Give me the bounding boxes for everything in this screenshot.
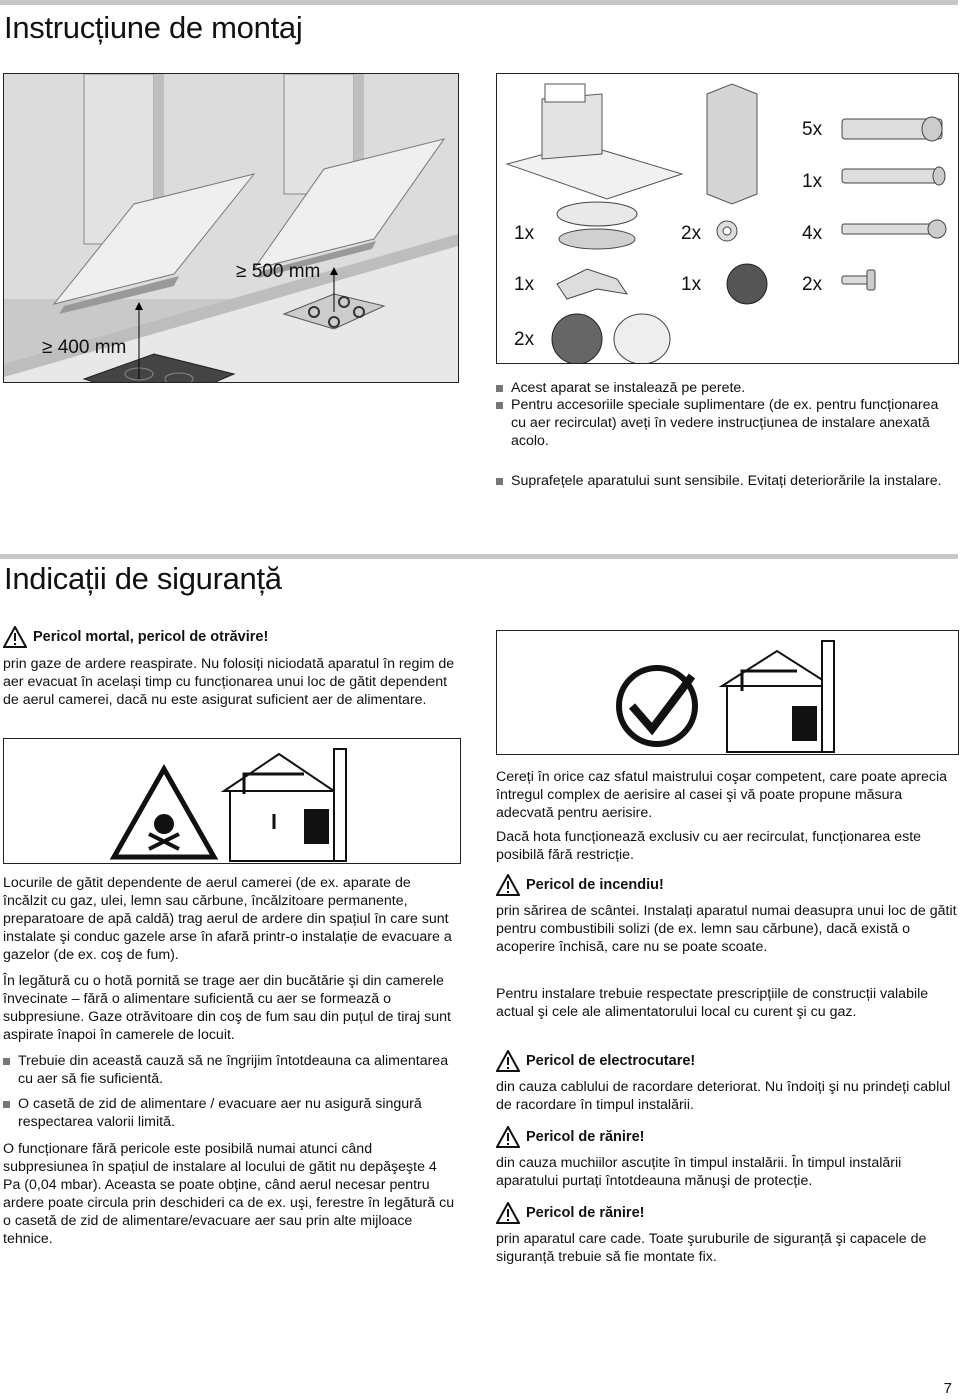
install-note-1: Acest aparat se instalează pe perete. (496, 379, 951, 397)
distance-500-label: ≥ 500 mm (236, 261, 321, 282)
qty-anchor: 5x (802, 119, 823, 140)
kitchen-drawing (4, 74, 458, 382)
parts-figure (496, 73, 959, 364)
warning-triangle-icon (496, 1202, 520, 1224)
safety-title: Indicații de siguranță (4, 561, 282, 596)
right-paragraph-1: Cereți în orice caz sfatul maistrului coşar competent, care poate aprecia întregul complex de aerisire al casei şi vă poate propune măsura adecvată pentru aerisire. (496, 769, 948, 821)
left-bullet-2: O casetă de zid de alimentare / evacuare aer nu asigură singură respectarea valorii limită. (3, 1095, 458, 1131)
danger-figure (3, 738, 461, 864)
left-paragraph-2: În legătură cu o hotă pornită se trage aer din bucătărie şi din camerele învecinate – fără o alimentare suficientă cu aer se formează o subpresiune. Gaze otrăvitoare din coş de fum sau din puțul de tiraj sunt aspirate înapoi în camerele de locuit. (3, 973, 451, 1043)
warning-injury-edges-title: Pericol de rănire! (526, 1129, 645, 1145)
qty-ring: 1x (514, 223, 535, 244)
warning-injury-edges (496, 1128, 644, 1146)
qty-knob: 1x (681, 274, 702, 295)
warning-triangle-icon (496, 1050, 520, 1072)
danger-drawing (4, 739, 460, 863)
warning-fire (496, 876, 664, 894)
distance-400-label: ≥ 400 mm (42, 337, 127, 358)
ok-figure (496, 630, 959, 755)
qty-bracket: 1x (514, 274, 535, 295)
top-rule (0, 0, 958, 5)
warning-injury-falling (496, 1204, 644, 1222)
warning-triangle-icon (496, 1126, 520, 1148)
ok-drawing (497, 631, 958, 754)
warning-triangle-icon (496, 874, 520, 896)
page-number: 7 (943, 1380, 952, 1397)
left-paragraph-3: O funcționare fără pericole este posibilă numai atunci când subpresiunea în spațiul de instalare al locului de gătit nu depăşeşte 4 Pa (0,04 mbar). Aceasta se poate obține, când aerul necesar pentru ardere poate circula prin deschideri ca de ex. uşi, ferestre în legătură cu o casetă de zid de alimentare/evacuare aer sau prin alte mijloace tehnice. (3, 1141, 455, 1247)
install-note-3: Suprafețele aparatului sunt sensibile. Evitați deteriorările la instalare. (496, 472, 951, 490)
qty-plug: 2x (514, 329, 535, 350)
right-paragraph-2: Dacă hota funcționează exclusiv cu aer recirculat, funcționarea este posibilă fără restricție. (496, 829, 922, 863)
right-paragraph-3: Pentru instalare trebuie respectate prescripțiile de construcții valabile actual şi cele ale alimentatorului local cu curent şi cu gaz. (496, 986, 929, 1020)
qty-washer: 2x (681, 223, 702, 244)
warning-poisoning-title: Pericol mortal, pericol de otrăvire! (33, 629, 269, 645)
warning-poisoning (3, 628, 268, 646)
warning-electrocution-text: din cauza cablului de racordare deteriorat. Nu îndoiți şi nu prindeți cablul de racordare în timpul instalării. (496, 1079, 951, 1113)
left-paragraph-1: Locurile de gătit dependente de aerul camerei (de ex. aparate de încălzit cu gaz, ulei, lemn sau cărbune, încălzitoare permanente, preparatoare de apă caldă) trag aerul de ardere din spațiul în care sunt instalate şi conduc gazele arse în afară printr-o instalație de evacuare a gazelor (de ex. coş de fum). (3, 875, 452, 963)
warning-poisoning-text: prin gaze de ardere reaspirate. Nu folosiți niciodată aparatul în regim de aer evacuat în același timp cu funcționarea unui loc de gătit dependent de aerul camerei, dacă nu este asigurat suficient aer de alimentare. (3, 656, 455, 708)
left-bullet-1: Trebuie din această cauză să ne îngrijim întotdeauna ca alimentarea cu aer să fie suficientă. (3, 1052, 458, 1088)
warning-injury-falling-title: Pericol de rănire! (526, 1205, 645, 1221)
qty-small-screw: 2x (802, 274, 823, 295)
warning-fire-title: Pericol de incendiu! (526, 877, 664, 893)
warning-electrocution (496, 1052, 695, 1070)
warning-injury-falling-text: prin aparatul care cade. Toate şuruburile de siguranță şi capacele de siguranță trebuie să fie montate fix. (496, 1231, 927, 1265)
section-rule (0, 554, 958, 559)
page-title: Instrucțiune de montaj (4, 10, 303, 45)
qty-screw: 4x (802, 223, 823, 244)
install-note-2: Pentru accesoriile speciale suplimentare (de ex. pentru funcționarea cu aer recirculat) aveți în vedere instrucțiunea de instalare anexată acolo. (496, 396, 951, 450)
warning-electrocution-title: Pericol de electrocutare! (526, 1053, 696, 1069)
kitchen-installation-figure (3, 73, 459, 383)
parts-drawing (497, 74, 958, 363)
warning-triangle-icon (3, 626, 27, 648)
warning-injury-edges-text: din cauza muchiilor ascuțite în timpul instalării. În timpul instalării aparatului purtați întotdeauna mănuşi de protecție. (496, 1155, 902, 1189)
qty-screw-long: 1x (802, 171, 823, 192)
warning-fire-text: prin sărirea de scântei. Instalați aparatul numai deasupra unui loc de gătit pentru combustibili solizi (de ex. lemn sau cărbune), dacă există o acoperire închisă, care nu se poate scoate. (496, 903, 957, 955)
